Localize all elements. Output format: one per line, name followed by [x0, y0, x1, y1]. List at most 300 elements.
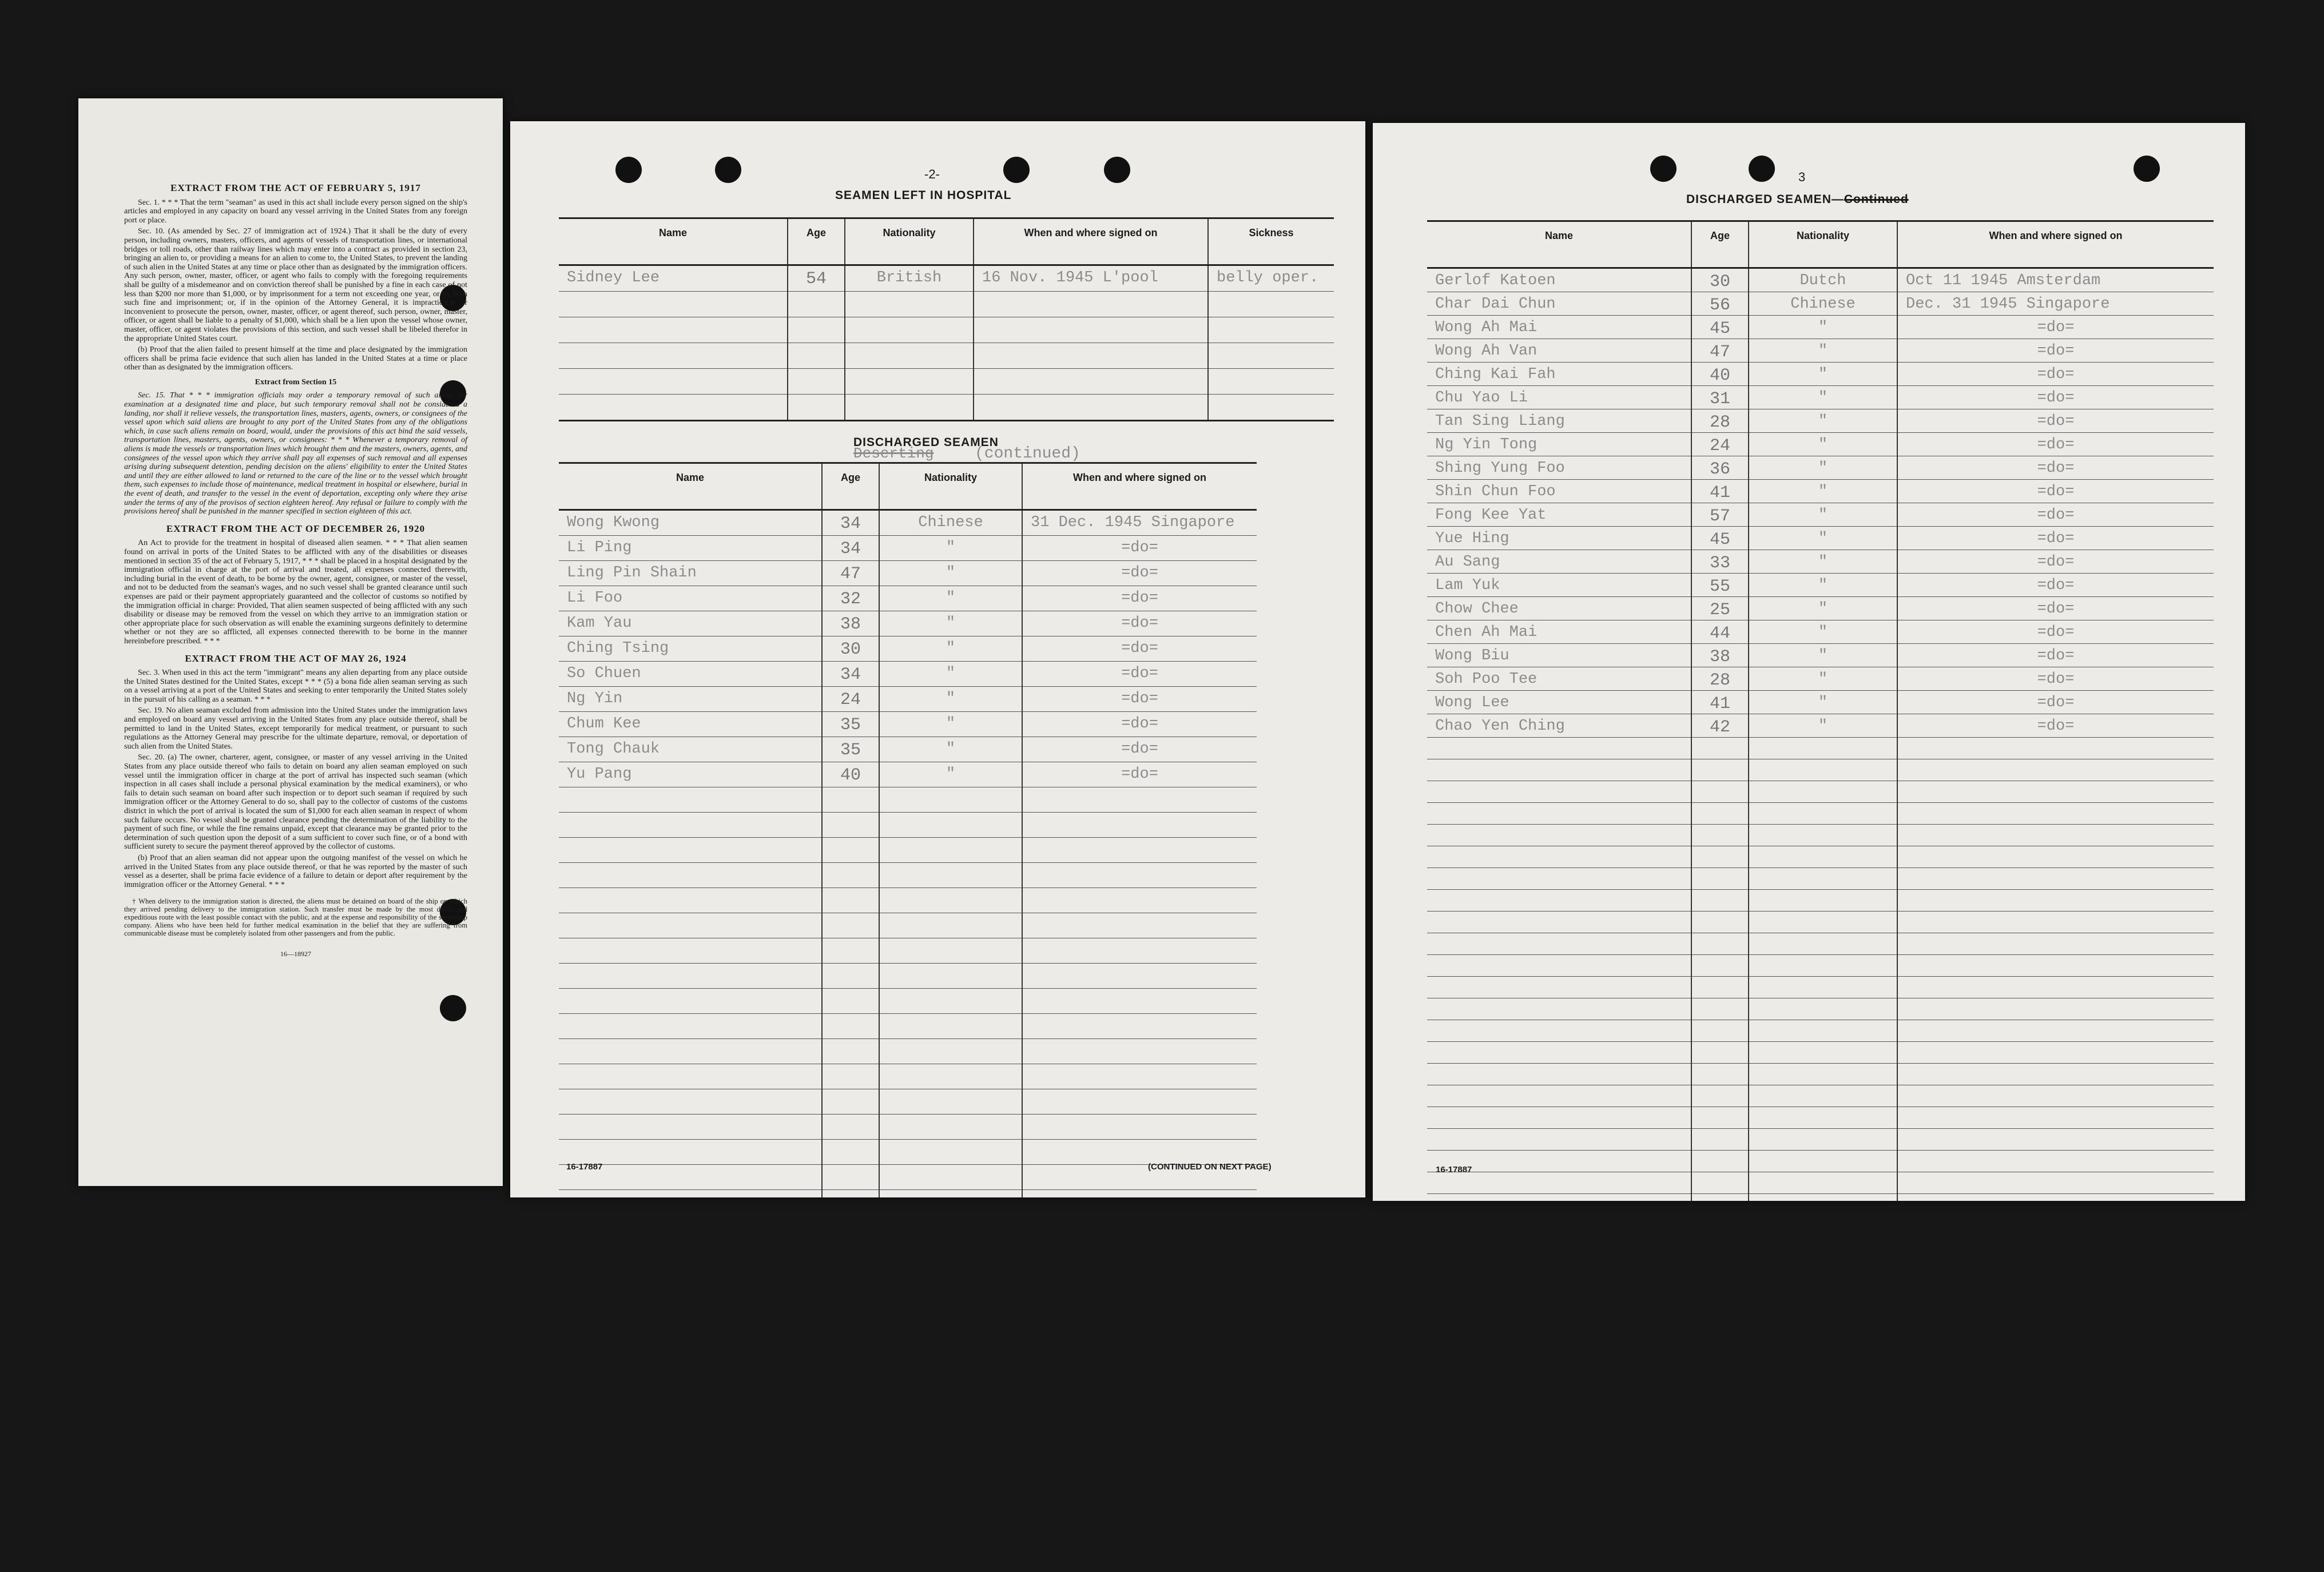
age-cell: 33: [1691, 550, 1749, 574]
nationality-cell: ": [1749, 644, 1897, 667]
punch-hole: [715, 157, 741, 183]
age-cell: [1691, 1042, 1749, 1064]
signed-on-cell: =do=: [1897, 691, 2214, 714]
age-cell: [1691, 1107, 1749, 1129]
nationality-cell: ": [1749, 550, 1897, 574]
nationality-cell: ": [879, 737, 1022, 762]
signed-on-cell: =do=: [1897, 456, 2214, 480]
name-cell: Chum Kee: [559, 712, 822, 737]
table-row: [559, 343, 1334, 369]
name-cell: [559, 989, 822, 1014]
age-cell: 36: [1691, 456, 1749, 480]
name-cell: [559, 863, 822, 888]
table-row: [1427, 998, 2214, 1020]
hospital-table: [559, 217, 1334, 421]
name-cell: [559, 1039, 822, 1064]
sickness-cell: [1208, 395, 1334, 421]
signed-on-cell: =do=: [1897, 667, 2214, 691]
nationality-cell: ": [1749, 527, 1897, 550]
nationality-cell: ": [1749, 620, 1897, 644]
name-cell: Chu Yao Li: [1427, 386, 1691, 409]
age-cell: 31: [1691, 386, 1749, 409]
age-cell: 57: [1691, 503, 1749, 527]
table-row: [559, 787, 1257, 813]
name-cell: [1427, 1020, 1691, 1042]
signed-on-cell: [1897, 1042, 2214, 1064]
signed-on-cell: =do=: [1022, 687, 1257, 712]
table-row: [1427, 339, 2214, 363]
name-cell: [1427, 912, 1691, 933]
name-cell: [559, 369, 788, 395]
signed-on-cell: =do=: [1022, 737, 1257, 762]
table-row: [559, 395, 1334, 421]
sickness-cell: [1208, 317, 1334, 343]
nationality-cell: [879, 787, 1022, 813]
table-row: [1427, 550, 2214, 574]
signed-on-cell: =do=: [1897, 363, 2214, 386]
signed-on-cell: [1897, 890, 2214, 912]
nationality-cell: [1749, 1151, 1897, 1172]
signed-on-cell: [1022, 787, 1257, 813]
age-cell: [1691, 955, 1749, 977]
nationality-cell: Dutch: [1749, 268, 1897, 292]
name-cell: Shin Chun Foo: [1427, 480, 1691, 503]
signed-on-cell: =do=: [1897, 409, 2214, 433]
table-row: [559, 989, 1257, 1014]
table-row: [1427, 1129, 2214, 1151]
section-19: Sec. 19. No alien seaman excluded from admission into the United States under the immigration laws and employed on board any vessel arriving in the United States from any place outside thereof, shall be permitted to land in the United States, except temporarily for medical treatment, or pursuant to such regulations as the Attorney General may prescribe for the ultimate departure, removal, or deportation of such alien from the United States.: [124, 706, 467, 751]
table-row: [1427, 955, 2214, 977]
age-cell: [822, 1115, 879, 1140]
name-cell: So Chuen: [559, 662, 822, 687]
age-cell: 47: [822, 561, 879, 586]
table-row: [1427, 846, 2214, 868]
name-cell: [1427, 825, 1691, 846]
table-row: [1427, 912, 2214, 933]
name-cell: [559, 964, 822, 989]
table-row: [1427, 1085, 2214, 1107]
name-cell: Li Ping: [559, 536, 822, 561]
discharged-table-page-3: [1427, 220, 2214, 1201]
name-cell: [559, 813, 822, 838]
nationality-cell: [1749, 803, 1897, 825]
age-cell: [822, 1165, 879, 1190]
signed-on-cell: =do=: [1897, 714, 2214, 738]
nationality-cell: [845, 292, 974, 317]
name-cell: [1427, 1172, 1691, 1194]
legal-text: [124, 176, 467, 959]
continued-typed: (continued): [975, 445, 1080, 463]
nationality-cell: ": [1749, 316, 1897, 339]
sickness-cell: [1208, 369, 1334, 395]
name-cell: Char Dai Chun: [1427, 292, 1691, 316]
signed-on-cell: [1897, 1020, 2214, 1042]
table-row: [1427, 1151, 2214, 1172]
age-cell: [788, 395, 845, 421]
table-row: [1427, 759, 2214, 781]
name-cell: [559, 1014, 822, 1039]
nationality-cell: British: [845, 265, 974, 292]
table-row: [559, 317, 1334, 343]
name-cell: Li Foo: [559, 586, 822, 611]
signed-on-cell: [1022, 863, 1257, 888]
sickness-cell: [1208, 292, 1334, 317]
signed-on-cell: [1897, 998, 2214, 1020]
table-row: [1427, 292, 2214, 316]
age-cell: 25: [1691, 597, 1749, 620]
section-3: Sec. 3. When used in this act the term "immigrant" means any alien departing from any place outside the United States destined for the United States, except * * * (5) a bona fide alien seaman serving as such on a vessel arriving at a port of the United States and seeking to enter temporarily the United States solely in the pursuit of his calling as a seaman. * * *: [124, 668, 467, 704]
table-row: [559, 1140, 1257, 1165]
signed-on-cell: =do=: [1897, 316, 2214, 339]
age-cell: [1691, 890, 1749, 912]
nationality-cell: [1749, 977, 1897, 998]
name-cell: Gerlof Katoen: [1427, 268, 1691, 292]
signed-on-cell: [1022, 989, 1257, 1014]
nationality-cell: ": [1749, 691, 1897, 714]
manifest-page-3: [1373, 123, 2245, 1201]
name-cell: Tan Sing Liang: [1427, 409, 1691, 433]
age-cell: 54: [788, 265, 845, 292]
nationality-cell: [879, 863, 1022, 888]
table-row: [1427, 890, 2214, 912]
age-cell: [1691, 825, 1749, 846]
section-20b: (b) Proof that an alien seaman did not appear upon the outgoing manifest of the vessel on which he arrived in the United States from any place outside thereof, or that he was reported by the master of such vessel as a deserter, shall be prima facie evidence of a failure to detain or deport after requirement by the immigration officer or the Attorney General. * * *: [124, 853, 467, 889]
signed-on-cell: [1022, 838, 1257, 863]
age-cell: [1691, 1020, 1749, 1042]
nationality-cell: [845, 343, 974, 369]
signed-on-cell: [1897, 1172, 2214, 1194]
table-row: [559, 662, 1257, 687]
age-cell: [822, 787, 879, 813]
age-cell: [822, 1140, 879, 1165]
age-cell: [1691, 933, 1749, 955]
nationality-cell: [1749, 998, 1897, 1020]
age-cell: [1691, 759, 1749, 781]
name-cell: Ling Pin Shain: [559, 561, 822, 586]
name-cell: [1427, 1042, 1691, 1064]
column-header: Sickness: [1208, 218, 1334, 265]
age-cell: 45: [1691, 527, 1749, 550]
signed-on-cell: [1022, 1014, 1257, 1039]
table-header-row: [1427, 221, 2214, 268]
name-cell: Au Sang: [1427, 550, 1691, 574]
nationality-cell: [879, 913, 1022, 938]
name-cell: [559, 292, 788, 317]
nationality-cell: [1749, 890, 1897, 912]
signed-on-cell: [1897, 1085, 2214, 1107]
table-row: [559, 712, 1257, 737]
signed-on-cell: =do=: [1897, 503, 2214, 527]
name-cell: [1427, 868, 1691, 890]
age-cell: [822, 888, 879, 913]
name-cell: [1427, 933, 1691, 955]
signed-on-cell: =do=: [1897, 550, 2214, 574]
name-cell: Ng Yin Tong: [1427, 433, 1691, 456]
signed-on-cell: [1022, 1064, 1257, 1089]
section-1: Sec. 1. * * * That the term "seaman" as used in this act shall include every person signed on the ship's articles and employed in any capacity on board any vessel arriving in the United States from any foreign port or place.: [124, 198, 467, 225]
nationality-cell: ": [1749, 714, 1897, 738]
nationality-cell: [1749, 1020, 1897, 1042]
heading-act-1924: EXTRACT FROM THE ACT OF MAY 26, 1924: [185, 652, 407, 664]
name-cell: Ng Yin: [559, 687, 822, 712]
signed-on-cell: =do=: [1897, 574, 2214, 597]
table-row: [1427, 714, 2214, 738]
name-cell: [559, 1064, 822, 1089]
table-row: [1427, 1042, 2214, 1064]
table-row: [559, 611, 1257, 636]
name-cell: [1427, 1194, 1691, 1201]
age-cell: [1691, 1064, 1749, 1085]
column-header: Nationality: [879, 463, 1022, 510]
name-cell: [559, 838, 822, 863]
discharged-section-title: DISCHARGED SEAMEN: [853, 436, 999, 449]
table-row: [1427, 1194, 2214, 1201]
name-cell: Wong Biu: [1427, 644, 1691, 667]
nationality-cell: [1749, 1172, 1897, 1194]
age-cell: [822, 1014, 879, 1039]
age-cell: [1691, 738, 1749, 759]
age-cell: 55: [1691, 574, 1749, 597]
nationality-cell: ": [1749, 433, 1897, 456]
name-cell: Soh Poo Tee: [1427, 667, 1691, 691]
heading-act-1917: EXTRACT FROM THE ACT OF FEBRUARY 5, 1917: [170, 182, 421, 193]
signed-on-cell: [1022, 964, 1257, 989]
table-row: [1427, 1107, 2214, 1129]
nationality-cell: [845, 369, 974, 395]
age-cell: 28: [1691, 667, 1749, 691]
name-cell: [1427, 803, 1691, 825]
table-row: [1427, 597, 2214, 620]
name-cell: Wong Ah Mai: [1427, 316, 1691, 339]
table-row: [1427, 977, 2214, 998]
signed-on-cell: [1897, 759, 2214, 781]
section-10b: (b) Proof that the alien failed to present himself at the time and place designated by the immigration officers shall be prima facie evidence that such alien has landed in the United States at a time or place other than as designated by the immigration officers.: [124, 345, 467, 372]
signed-on-cell: =do=: [1897, 620, 2214, 644]
nationality-cell: [879, 1014, 1022, 1039]
signed-on-cell: [1897, 846, 2214, 868]
signed-on-cell: =do=: [1022, 586, 1257, 611]
table-row: [1427, 268, 2214, 292]
signed-on-cell: [1897, 912, 2214, 933]
age-cell: [822, 1039, 879, 1064]
signed-on-cell: =do=: [1022, 712, 1257, 737]
nationality-cell: [1749, 1129, 1897, 1151]
nationality-cell: [879, 838, 1022, 863]
name-cell: Wong Ah Van: [1427, 339, 1691, 363]
table-row: [1427, 691, 2214, 714]
table-row: [1427, 868, 2214, 890]
age-cell: [822, 964, 879, 989]
age-cell: 28: [1691, 409, 1749, 433]
signed-on-cell: Dec. 31 1945 Singapore: [1897, 292, 2214, 316]
signed-on-cell: [1897, 868, 2214, 890]
nationality-cell: [1749, 738, 1897, 759]
signed-on-cell: =do=: [1022, 762, 1257, 787]
name-cell: Kam Yau: [559, 611, 822, 636]
age-cell: [822, 838, 879, 863]
name-cell: [559, 888, 822, 913]
nationality-cell: ": [879, 762, 1022, 787]
section-20: Sec. 20. (a) The owner, charterer, agent, consignee, or master of any vessel arriving in the United States from any place outside thereof who fails to detain on board any alien seaman employed on such vessel until the immigration officer in charge at the port of arrival has inspected such seaman (which inspection in all cases shall include a personal physical examination by the medical examiners), or who fails to detain such seaman on board after such inspection or to deport such seaman if required by such immigration officer or the Attorney General to do so, shall pay to the collector of customs of the customs district in which the port of arrival is located the sum of $1,000 for each alien seaman in respect of whom such failure occurs. No vessel shall be granted clearance pending the determination of the liability to the payment of such fine, or while the fine remains unpaid, except that clearance may be granted prior to the determination of such question upon the deposit of a sum sufficient to cover such fine, or of a bond with sufficient surety to secure the payment thereof approved by the collector of customs.: [124, 753, 467, 851]
nationality-cell: ": [1749, 363, 1897, 386]
name-cell: Ching Kai Fah: [1427, 363, 1691, 386]
table-row: [1427, 480, 2214, 503]
age-cell: 30: [1691, 268, 1749, 292]
table-row: [559, 369, 1334, 395]
name-cell: [1427, 781, 1691, 803]
age-cell: [822, 1089, 879, 1115]
column-header: Age: [788, 218, 845, 265]
age-cell: [1691, 1172, 1749, 1194]
age-cell: 38: [1691, 644, 1749, 667]
name-cell: Fong Kee Yat: [1427, 503, 1691, 527]
table-row: [559, 536, 1257, 561]
table-row: [1427, 1064, 2214, 1085]
nationality-cell: [1749, 1194, 1897, 1201]
table-row: [1427, 825, 2214, 846]
table-row: [1427, 1172, 2214, 1194]
signed-on-cell: =do=: [1897, 386, 2214, 409]
column-header: Nationality: [845, 218, 974, 265]
name-cell: [559, 317, 788, 343]
signed-on-cell: [1022, 1039, 1257, 1064]
name-cell: Chao Yen Ching: [1427, 714, 1691, 738]
name-cell: Wong Kwong: [559, 510, 822, 536]
name-cell: Chen Ah Mai: [1427, 620, 1691, 644]
punch-hole: [2134, 156, 2160, 182]
age-cell: [1691, 803, 1749, 825]
page-number: 3: [1798, 170, 1806, 184]
table-row: [559, 938, 1257, 964]
age-cell: 34: [822, 510, 879, 536]
discharged-section-title: [1686, 193, 1909, 206]
column-header: When and where signed on: [1897, 221, 2214, 268]
table-row: [559, 762, 1257, 787]
title-struck-word: Continued: [1844, 193, 1909, 206]
age-cell: 56: [1691, 292, 1749, 316]
age-cell: [1691, 1151, 1749, 1172]
signed-on-cell: =do=: [1897, 527, 2214, 550]
nationality-cell: [1749, 759, 1897, 781]
nationality-cell: [1749, 781, 1897, 803]
age-cell: [788, 317, 845, 343]
column-header: Age: [1691, 221, 1749, 268]
signed-on-cell: [974, 343, 1208, 369]
act-1920-text: An Act to provide for the treatment in hospital of diseased alien seamen. * * * That alien seamen found on arrival in ports of the United States to be afflicted with any of the disabilities or diseases mentioned in section 35 of the act of February 5, 1917, * * * shall be placed in a hospital designated by the immigration official in charge at the port of arrival and treated, all expenses connected therewith, including burial in the event of death, to be borne by the owner, agent, consignee, or master of the vessel, and not to be deducted from the seaman's wages, and no such vessel shall be granted clearance until such expenses are paid or their payment appropriately guaranteed and the collector of customs so notified by the immigration official in charge: Provided, That alien seamen suspected of being afflicted with any such disability or disease may be removed from the vessel on which they arrive to an immigration station or other appropriate place for such observation as will enable the examining surgeons definitely to determine whether or not they are so afflicted, all expenses connected therewith to be borne in the manner hereinbefore prescribed. * * *: [124, 539, 467, 646]
age-cell: 24: [822, 687, 879, 712]
nationality-cell: Chinese: [1749, 292, 1897, 316]
nationality-cell: [879, 938, 1022, 964]
page-number: -2-: [924, 167, 940, 181]
nationality-cell: [845, 317, 974, 343]
column-header: Name: [559, 218, 788, 265]
signed-on-cell: =do=: [1897, 644, 2214, 667]
punch-hole: [440, 995, 466, 1021]
table-row: [559, 636, 1257, 662]
nationality-cell: ": [1749, 480, 1897, 503]
table-row: [1427, 1020, 2214, 1042]
sickness-cell: [1208, 343, 1334, 369]
signed-on-cell: [1897, 803, 2214, 825]
table-row: [1427, 456, 2214, 480]
subheading-section-15: Extract from Section 15: [255, 377, 337, 387]
hospital-section-title: SEAMEN LEFT IN HOSPITAL: [835, 189, 1012, 202]
nationality-cell: [879, 1089, 1022, 1115]
table-row: [1427, 363, 2214, 386]
name-cell: [559, 1115, 822, 1140]
signed-on-cell: =do=: [1897, 339, 2214, 363]
heading-act-1920: EXTRACT FROM THE ACT OF DECEMBER 26, 1920: [166, 523, 426, 534]
table-row: [1427, 316, 2214, 339]
name-cell: [1427, 1107, 1691, 1129]
table-row: [1427, 574, 2214, 597]
signed-on-cell: 31 Dec. 1945 Singapore: [1022, 510, 1257, 536]
age-cell: [1691, 912, 1749, 933]
column-header: Name: [1427, 221, 1691, 268]
signed-on-cell: =do=: [1897, 433, 2214, 456]
table-row: [559, 888, 1257, 913]
form-number: 16-17887: [1436, 1165, 1472, 1175]
table-row: [1427, 409, 2214, 433]
name-cell: [1427, 1064, 1691, 1085]
name-cell: [1427, 955, 1691, 977]
table-row: [1427, 620, 2214, 644]
name-cell: [1427, 1085, 1691, 1107]
column-header: When and where signed on: [1022, 463, 1257, 510]
punch-hole: [1104, 157, 1130, 183]
nationality-cell: [879, 989, 1022, 1014]
nationality-cell: ": [879, 536, 1022, 561]
legal-extract-sheet: [78, 98, 503, 1186]
nationality-cell: [1749, 1064, 1897, 1085]
section-15: Sec. 15. That * * * immigration officials may order a temporary removal of such aliens for examination at a designated time and place, but such temporary removal shall not be considered a landing, nor shall it relieve vessels, the transportation lines, masters, agents, owners, or consignees of the vessel upon which said aliens are brought to any port of the United States from any of the obligations which, in case such aliens remain on board, would, under the provisions of this act bind the said vessels, transportation lines, masters, agents, owners, or consignees: * * * Whenever a temporary removal of aliens is made the vessels or transportation lines which brought them and the masters, owners, agents, and consignees of the vessel upon which they arrive shall pay all expenses of such removal and all expenses arising during subsequent detention, pending decision on the aliens' eligibility to enter the United States and until they are either allowed to land or returned to the care of the line or to the vessel which brought them, such expenses to include those of maintenance, medical treatment in hospital or elsewhere, burial in the event of death, and transfer to the vessel in the event of deportation, excepting only where they arise under the terms of any of the provisos of section eighteen hereof. Any refusal or failure to comply with the provisions hereof shall be punished in the manner specified in section eighteen of this act.: [124, 391, 467, 516]
nationality-cell: ": [879, 687, 1022, 712]
name-cell: [559, 343, 788, 369]
age-cell: [822, 938, 879, 964]
table-row: [559, 913, 1257, 938]
age-cell: 40: [822, 762, 879, 787]
signed-on-cell: =do=: [1022, 662, 1257, 687]
punch-hole: [1650, 156, 1677, 182]
age-cell: 41: [1691, 480, 1749, 503]
age-cell: 44: [1691, 620, 1749, 644]
table-header-row: [559, 463, 1257, 510]
signed-on-cell: =do=: [1022, 561, 1257, 586]
table-row: [1427, 933, 2214, 955]
nationality-cell: ": [1749, 409, 1897, 433]
punch-hole: [615, 157, 642, 183]
signed-on-cell: [974, 292, 1208, 317]
table-row: [559, 265, 1334, 292]
signed-on-cell: [974, 369, 1208, 395]
table-row: [559, 586, 1257, 611]
nationality-cell: [879, 813, 1022, 838]
title-text: DISCHARGED SEAMEN—: [1686, 193, 1844, 206]
nationality-cell: [879, 1115, 1022, 1140]
nationality-cell: ": [1749, 456, 1897, 480]
nationality-cell: [879, 1140, 1022, 1165]
age-cell: 40: [1691, 363, 1749, 386]
nationality-cell: ": [879, 662, 1022, 687]
signed-on-cell: [1897, 781, 2214, 803]
name-cell: [1427, 846, 1691, 868]
table-row: [559, 561, 1257, 586]
age-cell: [1691, 977, 1749, 998]
table-row: [1427, 803, 2214, 825]
age-cell: [1691, 868, 1749, 890]
age-cell: 42: [1691, 714, 1749, 738]
name-cell: [559, 1089, 822, 1115]
